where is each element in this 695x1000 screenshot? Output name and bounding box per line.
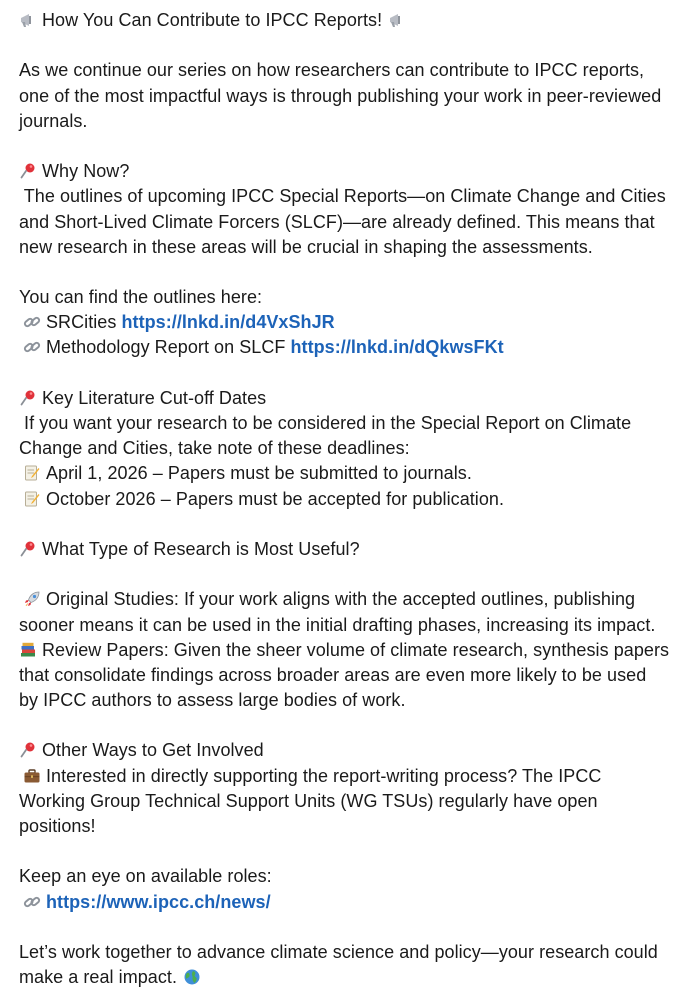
roles-intro: Keep an eye on available roles: [19, 866, 272, 887]
why-now-line: and Short-Lived Climate Forcers (SLCF)—are already defined. This means that [19, 211, 655, 232]
research-heading: What Type of Research is Most Useful? [42, 538, 360, 559]
review-papers-line [19, 638, 683, 663]
post-title-line [19, 8, 683, 33]
megaphone-icon [19, 11, 37, 29]
outline-link-label: Methodology Report on SLCF [46, 337, 286, 358]
why-now-heading-line [19, 159, 683, 184]
globe-icon [183, 968, 201, 986]
closing-line: Let’s work together to advance climate science and policy—your research could [19, 941, 658, 962]
link-icon [23, 313, 41, 331]
memo-icon [23, 490, 41, 508]
outlines-intro: You can find the outlines here: [19, 287, 263, 308]
closing-text: make a real impact. [19, 967, 178, 988]
involved-line [23, 764, 683, 789]
involved-heading-line [19, 738, 683, 763]
outline-link-label: SRCities [46, 312, 117, 333]
outline-link-row [23, 335, 683, 360]
cutoff-heading-line [19, 386, 683, 411]
books-icon [19, 641, 37, 659]
review-papers-line: that consolidate findings across broader areas are even more likely to be used [19, 664, 647, 685]
outline-link-row [23, 310, 683, 335]
involved-text: Interested in directly supporting the report-writing process? The IPCC [46, 765, 602, 786]
pushpin-icon [19, 389, 37, 407]
pushpin-icon [19, 540, 37, 558]
pushpin-icon [19, 741, 37, 759]
cutoff-line: Change and Cities, take note of these deadlines: [19, 438, 410, 459]
pushpin-icon [19, 162, 37, 180]
review-papers-text: Review Papers: Given the sheer volume of climate research, synthesis papers [42, 639, 670, 660]
briefcase-icon [23, 767, 41, 785]
original-studies-text: Original Studies: If your work aligns with the accepted outlines, publishing [46, 589, 636, 610]
post-title: How You Can Contribute to IPCC Reports! [42, 10, 383, 30]
involved-heading: Other Ways to Get Involved [42, 740, 264, 761]
closing-line [19, 965, 683, 990]
cutoff-date-row [23, 487, 683, 512]
intro-line: one of the most impactful ways is through publishing your work in peer-reviewed [19, 85, 662, 106]
link-icon [23, 893, 41, 911]
research-heading-line [19, 537, 683, 562]
cutoff-date: April 1, 2026 – Papers must be submitted to journals. [46, 463, 472, 484]
cutoff-date-row [23, 461, 683, 486]
megaphone-icon [388, 11, 406, 29]
original-studies-line: sooner means it can be used in the initial drafting phases, increasing its impact. [19, 614, 656, 635]
cutoff-heading: Key Literature Cut-off Dates [42, 387, 267, 408]
why-now-heading: Why Now? [42, 161, 130, 182]
roles-link-row [23, 890, 683, 915]
memo-icon [23, 464, 41, 482]
ipcc-news-link[interactable]: https://www.ipcc.ch/news/ [46, 891, 271, 912]
link-icon [23, 338, 41, 356]
original-studies-line [23, 587, 683, 612]
srcities-link[interactable]: https://lnkd.in/d4VxShJR [121, 312, 335, 333]
cutoff-date: October 2026 – Papers must be accepted for publication. [46, 488, 505, 509]
slcf-link[interactable]: https://lnkd.in/dQkwsFKt [290, 337, 504, 358]
review-papers-line: by IPCC authors to assess large bodies of work. [19, 690, 406, 711]
cutoff-line: If you want your research to be considered in the Special Report on Climate [19, 413, 632, 433]
why-now-line: The outlines of upcoming IPCC Special Reports—on Climate Change and Cities [19, 186, 666, 207]
intro-line: journals. [19, 110, 88, 131]
intro-line: As we continue our series on how researchers can contribute to IPCC reports, [19, 60, 645, 81]
involved-line: positions! [19, 816, 96, 836]
rocket-icon [23, 590, 41, 608]
involved-line: Working Group Technical Support Units (WG TSUs) regularly have open [19, 790, 598, 811]
why-now-line: new research in these areas will be crucial in shaping the assessments. [19, 236, 593, 257]
